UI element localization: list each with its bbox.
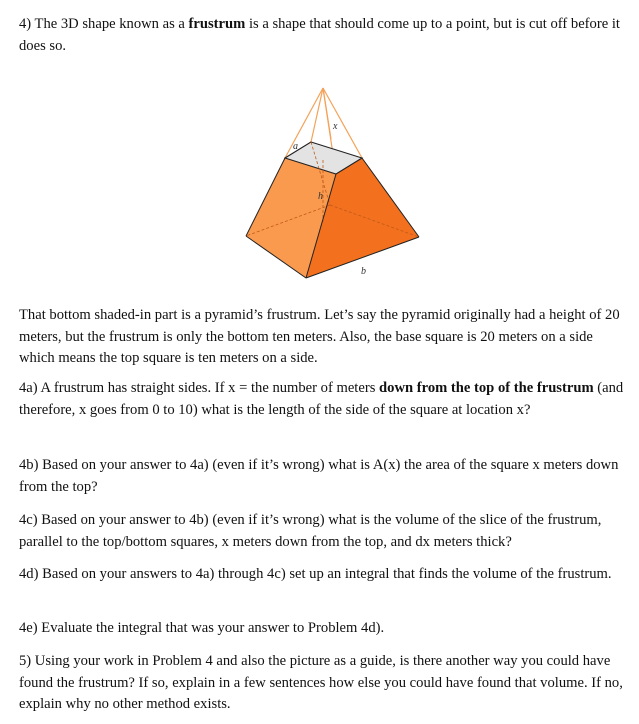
question-4e: 4e) Evaluate the integral that was your answer to Problem 4d). [19, 620, 385, 636]
question-4b: 4b) Based on your answer to 4a) (even if it’s wrong) what is A(x) the area of the square x meters down from the top? [19, 457, 619, 495]
problem-setup: That bottom shaded-in part is a pyramid’s frustrum. Let’s say the pyramid originally had a height of 20 meters, but the frustrum is only the bottom ten meters. Also, the base square is 20 meters on a side which means the top square is ten meters on a side. [19, 307, 620, 366]
question-4a-emphasis: down from the top of the frustrum [379, 380, 594, 396]
label-x: x [333, 121, 338, 132]
question-4c: 4c) Based on your answer to 4b) (even if it’s wrong) what is the volume of the slice of the frustrum, parallel to the top/bottom squares, x meters down from the top, and dx meters thick? [19, 512, 602, 550]
question-4d: 4d) Based on your answers to 4a) through 4c) set up an integral that finds the volume of the frustrum. [19, 566, 612, 582]
question-4a: 4a) A frustrum has straight sides. If x = the number of meters down from the top of the frustrum (and therefore, x goes from 0 to 10) what is the length of the side of the square at location x? [19, 380, 624, 418]
frustrum-term: frustrum [188, 16, 246, 32]
label-a: a [293, 141, 298, 152]
problem-4-intro: 4) The 3D shape known as a frustrum is a shape that should come up to a point, but is cut off before it does so. [19, 16, 620, 54]
apex-line-back-left [311, 88, 323, 142]
question-5: 5) Using your work in Problem 4 and also the picture as a guide, is there another way you could have found the frustrum? If so, explain in a few sentences how else you could have found that volume. If no, explain why no other method exists. [19, 653, 623, 712]
label-b: b [361, 266, 366, 277]
label-h: h [318, 191, 323, 202]
frustum-diagram [0, 0, 639, 290]
